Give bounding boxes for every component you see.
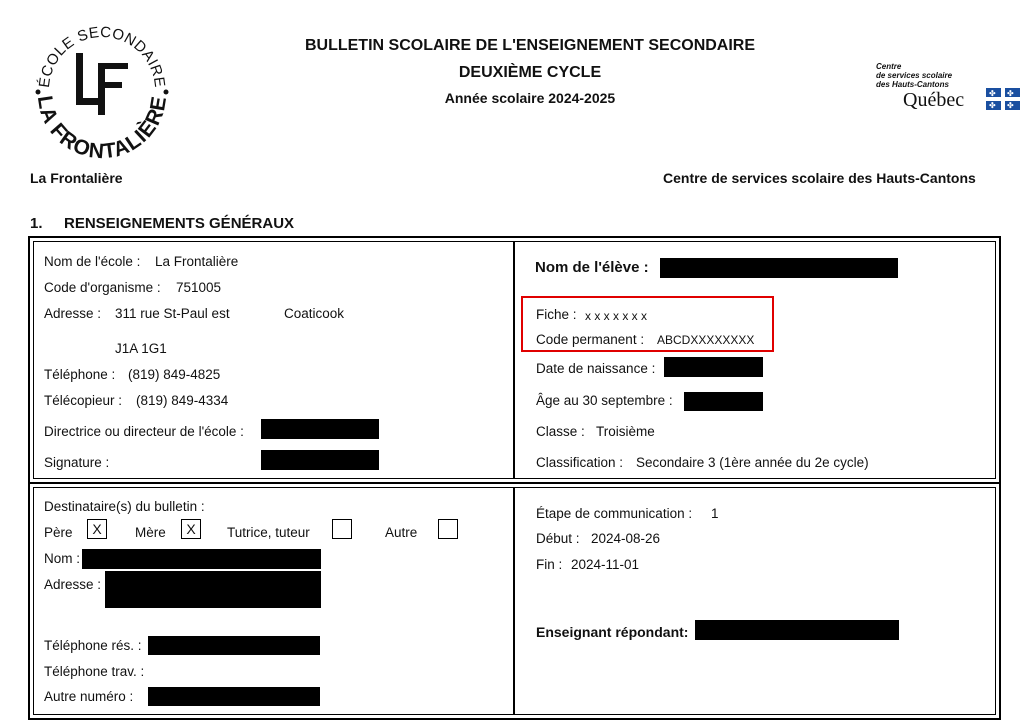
phone-label: Téléphone :	[44, 367, 116, 382]
guardian-checkbox[interactable]	[332, 519, 352, 539]
svg-text:✤: ✤	[1007, 101, 1014, 110]
report-title: BULLETIN SCOLAIRE DE L'ENSEIGNEMENT SECONDAIRE	[304, 37, 756, 54]
address-label: Adresse :	[44, 306, 102, 321]
svg-text:✤: ✤	[989, 89, 996, 98]
org-code-label: Code d'organisme :	[44, 280, 161, 295]
recipient-address-redacted-1	[105, 571, 321, 590]
signature-label: Signature :	[44, 455, 110, 470]
work-phone-label: Téléphone trav. :	[44, 664, 145, 679]
school-logo	[22, 8, 182, 168]
birth-date-redacted	[664, 357, 763, 377]
phone-value: (819) 849-4825	[128, 367, 221, 382]
svg-text:✤: ✤	[989, 101, 996, 110]
student-name-label: Nom de l'élève :	[535, 259, 649, 276]
recipient-name-redacted	[82, 549, 321, 569]
school-name-header: La Frontalière	[30, 170, 123, 186]
classification-label: Classification :	[536, 455, 624, 470]
permanent-code-label: Code permanent :	[536, 332, 645, 347]
class-label: Classe :	[536, 424, 585, 439]
permanent-code-value: ABCDXXXXXXXX	[657, 333, 755, 347]
section-number: 1.	[30, 215, 43, 232]
age-label: Âge au 30 septembre :	[536, 393, 673, 408]
fiche-label: Fiche :	[536, 307, 577, 322]
end-label: Fin :	[536, 557, 563, 572]
director-redacted	[261, 419, 379, 439]
address-street: 311 rue St-Paul est	[115, 306, 230, 321]
teacher-redacted	[695, 620, 899, 640]
teacher-label: Enseignant répondant:	[536, 624, 689, 640]
recipient-address-label: Adresse :	[44, 577, 102, 592]
quebec-flag-icon	[986, 88, 1020, 110]
guardian-label: Tutrice, tuteur	[227, 525, 310, 540]
logo-ring-top: ÉCOLE SECONDAIRE	[35, 23, 169, 89]
fax-value: (819) 849-4334	[136, 393, 229, 408]
fiche-value: x x x x x x x	[585, 309, 648, 323]
quebec-logo	[876, 62, 1022, 114]
other-number-label: Autre numéro :	[44, 689, 134, 704]
school-name-value: La Frontalière	[155, 254, 239, 269]
stage-label: Étape de communication :	[536, 506, 693, 521]
recipient-name-label: Nom :	[44, 551, 81, 566]
school-name-label: Nom de l'école :	[44, 254, 141, 269]
logo-ring-bottom: LA FRONTALIÈRE	[32, 94, 172, 164]
end-value: 2024-11-01	[571, 557, 640, 572]
cycle-title: DEUXIÈME CYCLE	[458, 64, 602, 81]
father-label: Père	[44, 525, 73, 540]
svg-text:✤: ✤	[1007, 89, 1014, 98]
css-logo-line1: Centre	[876, 62, 902, 71]
home-phone-label: Téléphone rés. :	[44, 638, 142, 653]
address-city: Coaticook	[284, 306, 345, 321]
home-phone-redacted	[148, 636, 320, 655]
recipient-heading: Destinataire(s) du bulletin :	[44, 499, 205, 514]
css-logo-line2: de services scolaire	[876, 71, 953, 80]
father-checkbox[interactable]: X	[87, 519, 107, 539]
classification-value: Secondaire 3 (1ère année du 2e cycle)	[636, 455, 869, 470]
signature-redacted	[261, 450, 379, 470]
mother-label: Mère	[135, 525, 166, 540]
start-value: 2024-08-26	[591, 531, 661, 546]
section-title: RENSEIGNEMENTS GÉNÉRAUX	[64, 215, 295, 232]
postal-code: J1A 1G1	[115, 341, 167, 356]
school-year: Année scolaire 2024-2025	[444, 90, 616, 106]
birth-date-label: Date de naissance :	[536, 361, 656, 376]
stage-value: 1	[711, 506, 719, 521]
css-name-header: Centre de services scolaire des Hauts-Cantons	[663, 170, 976, 186]
student-name-redacted	[660, 258, 898, 278]
css-logo-line3: des Hauts-Cantons	[876, 80, 949, 89]
start-label: Début :	[536, 531, 580, 546]
director-label: Directrice ou directeur de l'école :	[44, 424, 244, 439]
class-value: Troisième	[596, 424, 655, 439]
other-number-redacted	[148, 687, 320, 706]
age-redacted	[684, 392, 763, 411]
quebec-wordmark: Québec	[903, 89, 965, 111]
mother-checkbox[interactable]: X	[181, 519, 201, 539]
other-checkbox[interactable]	[438, 519, 458, 539]
fax-label: Télécopieur :	[44, 393, 123, 408]
org-code-value: 751005	[176, 280, 222, 295]
recipient-address-redacted-2	[105, 590, 321, 608]
other-label: Autre	[385, 525, 418, 540]
